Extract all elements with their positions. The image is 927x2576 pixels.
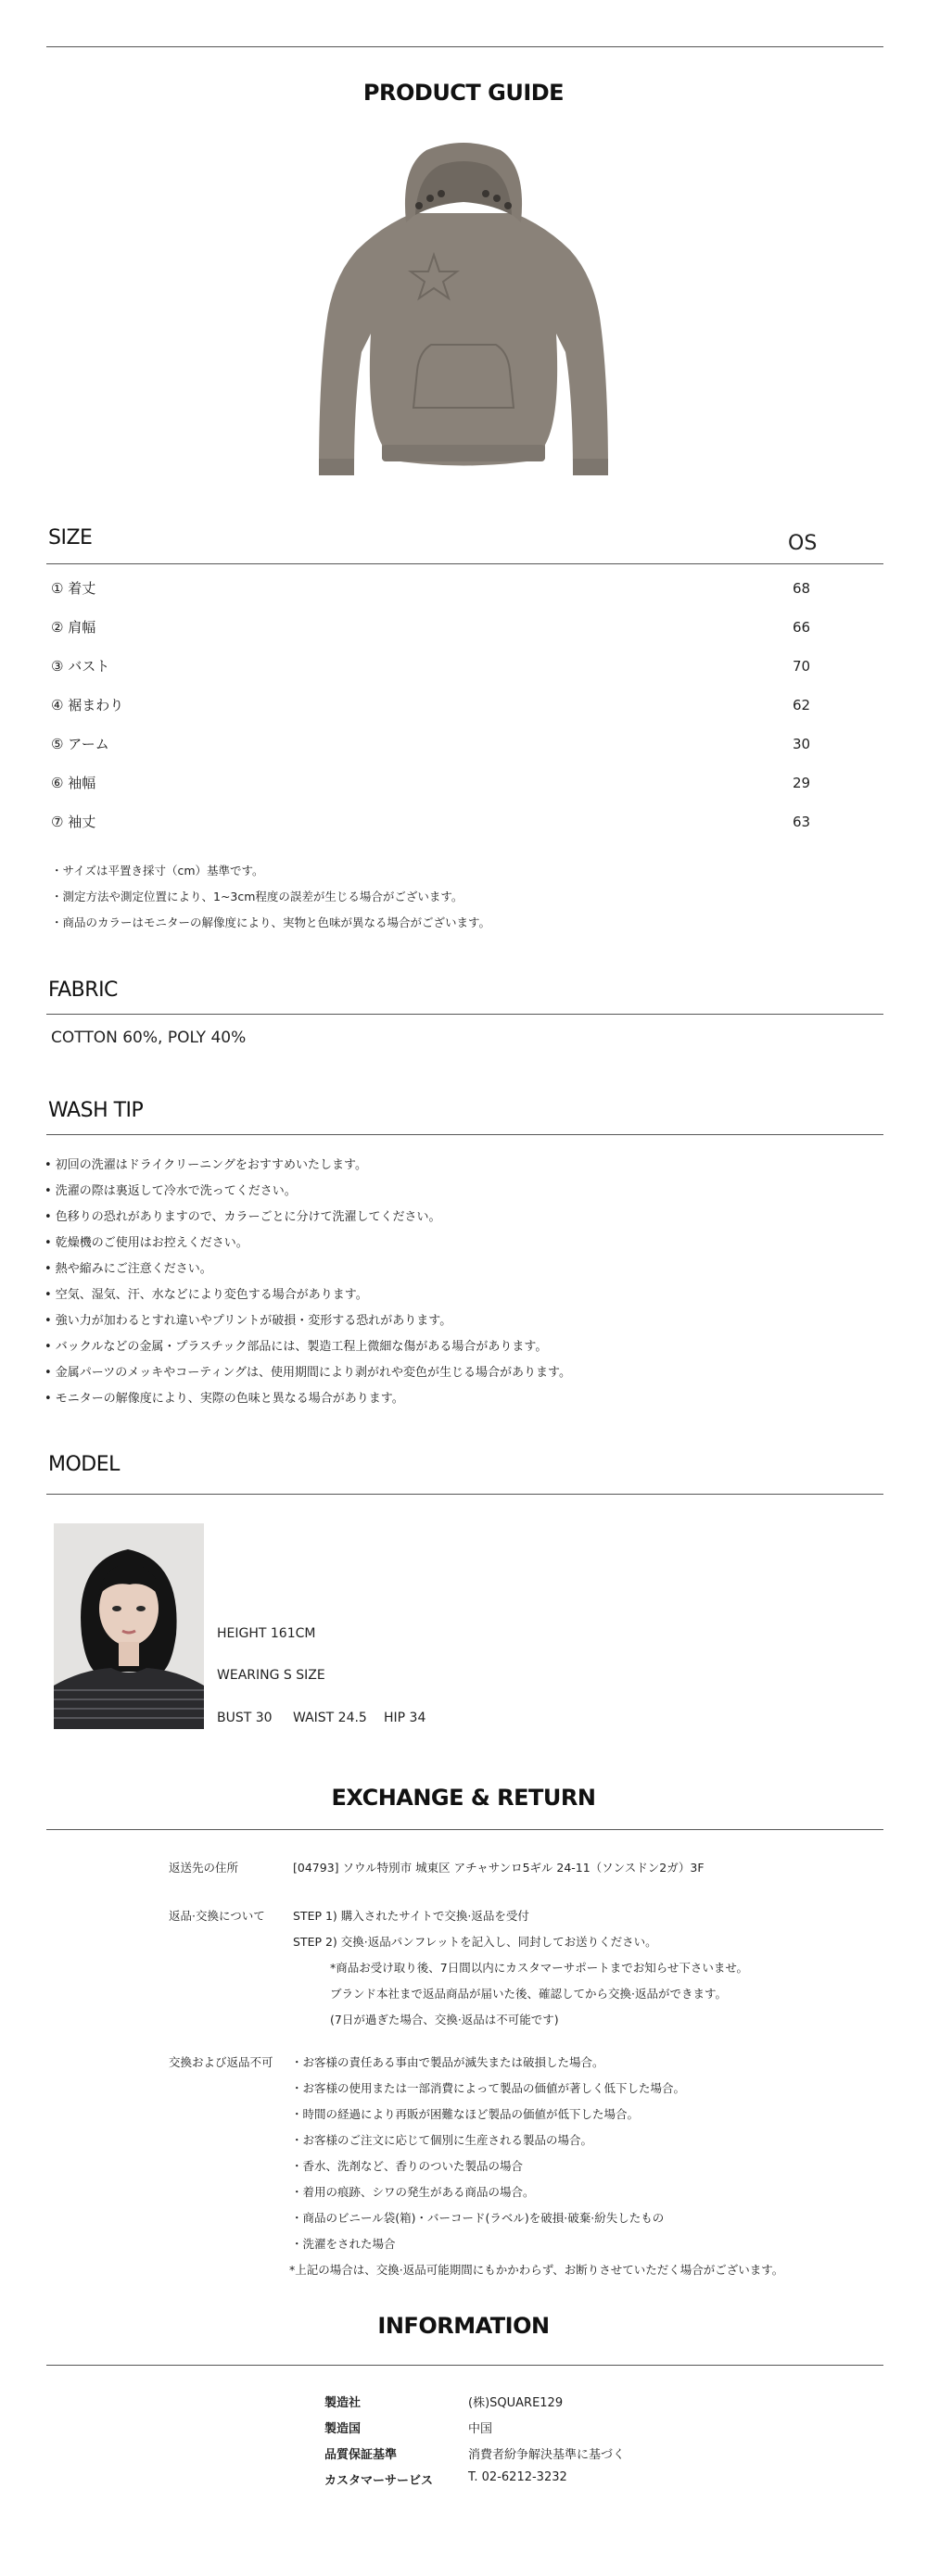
size-row-label: ⑥ 袖幅 (51, 775, 96, 791)
info-label: カスタマーサービス (324, 2474, 434, 2488)
wash-tip-divider (46, 1134, 883, 1135)
hoodie-image (315, 139, 612, 484)
list-item: • モニターの解像度により、実際の色味と異なる場合があります。 (44, 1392, 404, 1406)
model-height: HEIGHT 161CM (217, 1626, 316, 1641)
wash-tip-title: WASH TIP (48, 1099, 144, 1122)
info-label: 品質保証基準 (324, 2448, 398, 2462)
information-title: INFORMATION (377, 2313, 550, 2339)
size-row-label: ⑦ 袖丈 (51, 814, 96, 830)
model-divider (46, 1494, 883, 1495)
size-row-label: ④ 裾まわり (51, 697, 124, 713)
list-item: • 熱や縮みにご注意ください。 (44, 1262, 212, 1276)
hoodie-body (319, 213, 608, 473)
info-label: 製造社 (324, 2396, 362, 2410)
list-item: • 金属パーツのメッキやコーティングは、使用期間により剥がれや変色が生じる場合があります。 (44, 1366, 571, 1380)
list-item: • 色移りの恐れがありますので、カラーごとに分けて洗濯してください。 (44, 1210, 441, 1224)
size-row-value: 62 (793, 697, 811, 713)
not-allowed-label: 交換および返品不可 (169, 2055, 273, 2069)
address-label: 返送先の住所 (169, 1861, 239, 1875)
model-hip: HIP 34 (384, 1711, 426, 1725)
list-item: • 洗濯の際は裏返して冷水で洗ってください。 (44, 1184, 297, 1198)
size-column-os: OS (788, 532, 818, 555)
procedure-step: *商品お受け取り後、7日間以内にカスタマーサポートまでお知らせ下さいませ。 (330, 1961, 748, 1975)
size-row-label: ⑤ アーム (51, 736, 109, 752)
model-title: MODEL (48, 1453, 120, 1476)
info-label: 製造国 (324, 2422, 362, 2436)
size-row-label: ③ バスト (51, 658, 110, 675)
procedure-step: (7日が過ぎた場合、交換·返品は不可能です) (330, 2013, 559, 2027)
list-item: • 初回の洗濯はドライクリーニングをおすすめいたします。 (44, 1158, 367, 1172)
list-item: ・香水、洗剤など、香りのついた製品の場合 (291, 2159, 524, 2173)
list-item: ・洗濯をされた場合 (291, 2237, 396, 2251)
procedure-step: STEP 2) 交換·返品パンフレットを記入し、同封してお送りください。 (293, 1935, 657, 1949)
size-row-value: 68 (793, 580, 811, 597)
procedure-label: 返品·交換について (169, 1909, 265, 1923)
size-note: ・サイズは平置き採寸（cm）基準です。 (51, 864, 264, 878)
size-row-label: ② 肩幅 (51, 619, 96, 636)
top-divider (46, 46, 883, 47)
fabric-composition: COTTON 60%, POLY 40% (51, 1029, 247, 1047)
size-row-value: 29 (793, 775, 811, 791)
list-item: ・お客様の使用または一部消費によって製品の価値が著しく低下した場合。 (291, 2081, 686, 2095)
list-item: ・着用の痕跡、シワの発生がある商品の場合。 (291, 2185, 535, 2199)
size-row-value: 63 (793, 814, 811, 830)
address-value: [04793] ソウル特別市 城東区 アチャサンロ5ギル 24-11（ソンスドン2ガ）3F (293, 1861, 705, 1875)
procedure-step: STEP 1) 購入されたサイトで交換·返品を受付 (293, 1909, 529, 1923)
list-item: • バックルなどの金属・プラスチック部品には、製造工程上微細な傷がある場合があります。 (44, 1340, 548, 1354)
info-value: (株)SQUARE129 (468, 2396, 564, 2410)
size-note: ・測定方法や測定位置により、1~3cm程度の誤差が生じる場合がございます。 (51, 890, 464, 903)
info-value: T. 02-6212-3232 (468, 2470, 567, 2484)
size-title: SIZE (48, 526, 93, 549)
size-row-value: 70 (793, 658, 811, 675)
list-item: ・時間の経過により再販が困難なほど製品の価値が低下した場合。 (291, 2107, 640, 2121)
list-item: • 乾燥機のご使用はお控えください。 (44, 1236, 248, 1250)
size-row-value: 30 (793, 736, 811, 752)
size-row-label: ① 着丈 (51, 580, 96, 597)
product-guide-title: PRODUCT GUIDE (362, 80, 565, 106)
information-divider (46, 2365, 883, 2366)
info-value: 消費者紛争解決基準に基づく (468, 2448, 626, 2462)
fabric-title: FABRIC (48, 979, 118, 1002)
list-item: ・お客様のご注文に応じて個別に生産される製品の場合。 (291, 2133, 593, 2147)
size-divider (46, 563, 883, 564)
info-value: 中国 (468, 2422, 493, 2436)
list-item: • 強い力が加わるとすれ違いやプリントが破損・変形する恐れがあります。 (44, 1314, 452, 1328)
model-bust: BUST 30 (217, 1711, 273, 1725)
list-item: ・お客様の責任ある事由で製品が滅失または破損した場合。 (291, 2055, 604, 2069)
model-photo (54, 1523, 204, 1729)
size-note: ・商品のカラーはモニターの解像度により、実物と色味が異なる場合がございます。 (51, 915, 491, 929)
list-item: ・商品のビニール袋(箱)・バーコード(ラベル)を破損·破棄·紛失したもの (291, 2211, 665, 2225)
procedure-step: ブランド本社まで返品商品が届いた後、確認してから交換·返品ができます。 (330, 1987, 727, 2001)
list-item: *上記の場合は、交換·返品可能期間にもかかわらず、お断りさせていただく場合がございます。 (289, 2263, 784, 2277)
size-row-value: 66 (793, 619, 811, 636)
model-waist: WAIST 24.5 (293, 1711, 367, 1725)
list-item: • 空気、湿気、汗、水などにより変色する場合があります。 (44, 1288, 368, 1302)
exchange-return-title: EXCHANGE & RETURN (331, 1785, 596, 1811)
exchange-divider (46, 1829, 883, 1830)
fabric-divider (46, 1014, 883, 1015)
model-wearing: WEARING S SIZE (217, 1668, 325, 1683)
